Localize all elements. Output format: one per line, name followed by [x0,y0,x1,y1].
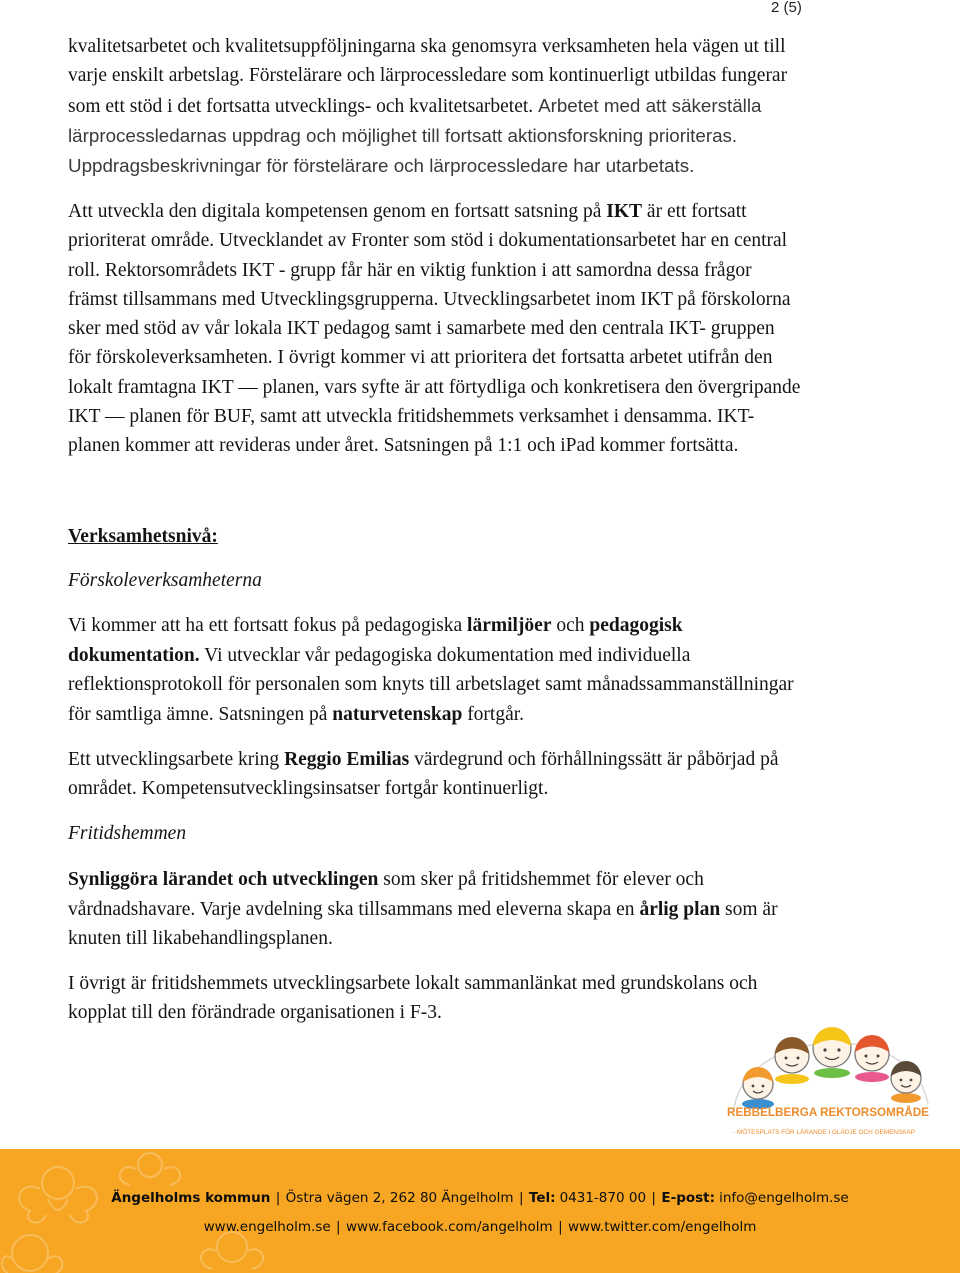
text-line [68,641,928,671]
footer-separator: | [275,1190,281,1206]
text-line [68,314,928,343]
footer-links-line [0,1213,960,1242]
text-run: som sker på fritidshemmet för elever och [378,869,704,890]
bold-text: årlig plan [639,898,721,920]
text-run: främst tillsammans med Utvecklingsgrupperna. Utvecklingsarbetet inom IKT på förskolorna [68,288,791,310]
footer-email-label: E-post: [661,1190,716,1206]
text-line [68,611,928,641]
text-line [68,91,928,121]
child-face-icon [742,1067,774,1109]
footer-tel: 0431-870 00 [559,1190,647,1206]
paragraph-quality-work [68,32,928,181]
text-line [68,865,928,895]
text-run: Ett utvecklingsarbete kring [68,749,285,770]
text-run: Att utveckla den digitala kompetensen genom en fortsatt satsning på [68,201,607,222]
bold-text: naturvetenskap [332,703,463,725]
logo-name: REBBELBERGA REKTORSOMRÅDE [727,1106,929,1119]
subheading-afterschool: Fritidshemmen [68,823,187,844]
text-run: är ett fortsatt [642,201,747,222]
page-number: 2 (5) [771,0,802,16]
text-run: vårdnadshavare. Varje avdelning ska tillsammans med eleverna skapa en [68,898,640,920]
text-run: som ett stöd i det fortsatta utvecklings- och kvalitetsarbetet. [68,95,539,117]
footer-contact [0,1184,960,1242]
text-run: Arbetet med att säkerställa [538,94,762,116]
text-line [68,32,928,61]
bold-text: IKT [606,201,643,222]
text-run: lärprocessledarnas uppdrag och möjlighet till fortsatt aktionsforskning prioriteras. [68,124,738,146]
logo-tagline: - MÖTESPLATS FÖR LÄRANDE I GLÄDJE OCH GEMENSKAP [733,1129,916,1136]
child-face-icon [775,1037,809,1084]
bold-text: pedagogisk [589,615,683,636]
text-line [68,256,928,285]
text-line [68,774,928,803]
paragraph-reggio-emilia [68,745,928,804]
text-run: lokalt framtagna IKT — planen, vars syfte är att förtydliga och konkretisera den övergripande [68,376,801,398]
footer-separator: | [558,1219,563,1235]
text-run: fortgår. [462,703,525,725]
bold-text: dokumentation. [68,644,200,666]
child-face-icon [813,1027,851,1078]
subheading-preschool: Förskoleverksamheterna [68,570,262,591]
text-line [68,285,928,314]
section-heading-verksamhetsniva: Verksamhetsnivå: [68,526,218,547]
text-line [68,895,928,925]
text-run: Vi kommer att ha ett fortsatt fokus på pedagogiska [68,615,468,636]
text-run: för förskoleverksamheten. I övrigt kommer vi att prioritera det fortsatta arbetet utifrån den [68,347,773,369]
text-run: Uppdragsbeskrivningar för förstelärare och lärprocessledare har utarbetats. [68,155,695,177]
children-faces-illustration [730,1018,930,1110]
footer-twitter-link[interactable]: www.twitter.com/engelholm [568,1219,757,1235]
text-line [68,226,928,255]
bold-text: Synliggöra lärandet och utvecklingen [68,869,379,890]
footer-separator: | [518,1190,524,1206]
text-run: som är [720,898,778,920]
text-run: I övrigt är fritidshemmets utvecklingsarbete lokalt sammanlänkat med grundskolans och [68,973,758,994]
text-run: värdegrund och förhållningssätt är påbörjad på [409,749,779,770]
text-run: roll. Rektorsområdets IKT - grupp får här en viktig funktion i att samordna dessa frågor [68,259,752,281]
footer-separator: | [651,1190,656,1206]
text-line [68,402,928,431]
child-face-icon [855,1035,889,1082]
text-run: kopplat till den förändrade organisationen i F-3. [68,1002,442,1024]
text-line [68,121,928,151]
text-line [68,197,928,226]
paragraph-preschool-focus [68,611,928,729]
bold-text: Reggio Emilias [284,749,410,770]
text-line [68,670,928,700]
footer-address-line [0,1184,960,1213]
text-run: reflektionsprotokoll för personalen som knyts till arbetslaget samt månadssammanställningar [68,674,794,696]
footer-org: Ängelholms kommun [111,1190,271,1206]
text-line [68,61,928,90]
text-run: knuten till likabehandlingsplanen. [68,928,333,950]
text-line [68,431,928,460]
text-line [68,924,928,954]
text-run: sker med stöd av vår lokala IKT pedagog samt i samarbete med den centrala IKT- gruppen [68,318,775,340]
text-run: för samtliga ämne. Satsningen på [68,703,333,725]
text-run: kvalitetsarbetet och kvalitetsuppföljningarna ska genomsyra verksamheten hela vägen ut till [68,36,786,57]
paragraph-afterschool-visibility [68,865,928,954]
footer-band [0,1149,960,1273]
text-run: prioriterat område. Utvecklandet av Fronter som stöd i dokumentationsarbetet har en central [68,230,788,252]
text-line [68,151,928,181]
footer-facebook-link[interactable]: www.facebook.com/angelholm [345,1219,553,1235]
child-face-icon [891,1061,921,1103]
footer-separator: | [336,1219,341,1235]
footer-email-link[interactable]: info@engelholm.se [719,1190,849,1206]
paragraph-ikt [68,197,928,461]
text-run: varje enskilt arbetslag. Förstelärare och lärprocessledare som kontinuerligt utbildas fungerar [68,65,788,87]
text-line [68,373,928,402]
text-line [68,343,928,372]
text-line [68,969,928,998]
text-line [68,745,928,774]
bold-text: lärmiljöer [467,615,552,636]
text-run: planen kommer att revideras under året. Satsningen på 1:1 och iPad kommer fortsätta. [68,435,739,457]
text-run: IKT — planen för BUF, samt att utveckla fritidshemmets verksamhet i densamma. IKT- [68,406,755,428]
footer-address: Östra vägen 2, 262 80 Ängelholm [285,1190,514,1206]
rebbelberga-logo [727,1018,933,1142]
text-line [68,700,928,730]
footer-website-link[interactable]: www.engelholm.se [203,1219,331,1235]
text-run: Vi utvecklar vår pedagogiska dokumentation med individuella [199,644,691,666]
text-run: och [551,615,590,636]
text-run: området. Kompetensutvecklingsinsatser fortgår kontinuerligt. [68,778,549,800]
footer-tel-label: Tel: [528,1190,556,1206]
